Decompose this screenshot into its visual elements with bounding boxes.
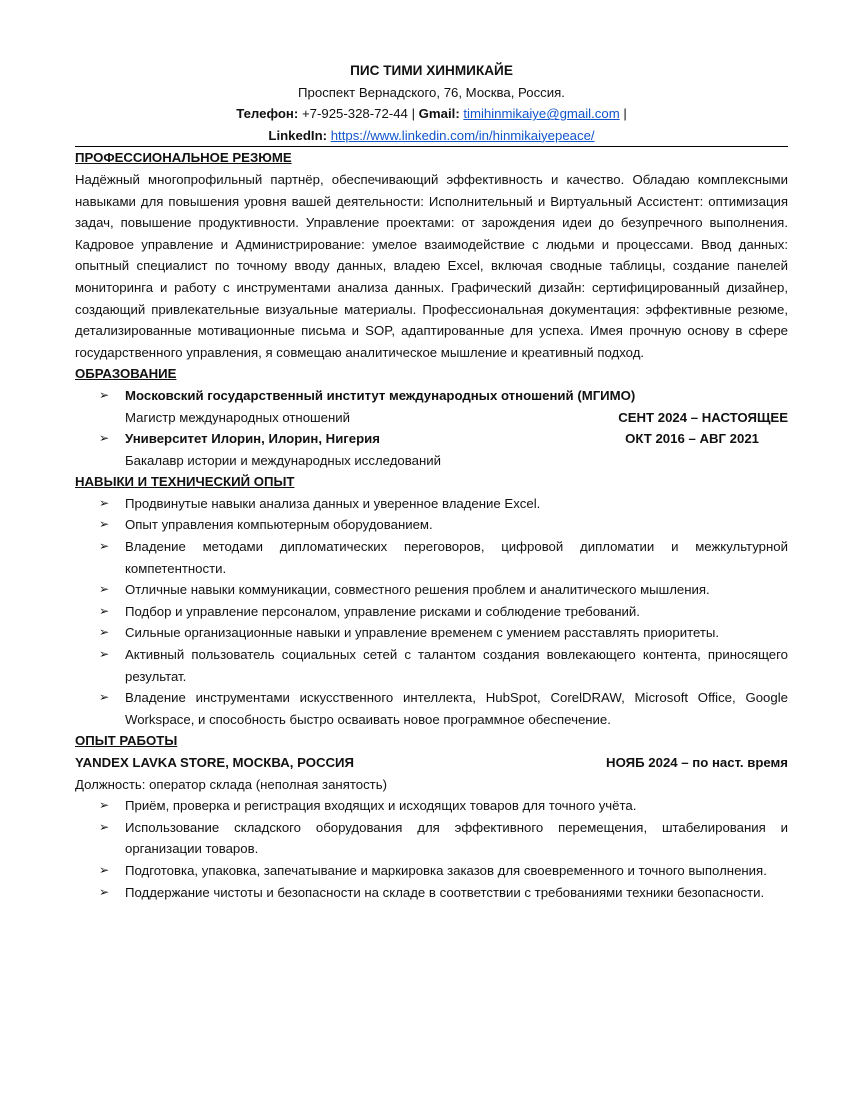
duty-text: Использование складского оборудования для эффективного перемещения, штабелирования и организации товаров.: [125, 819, 788, 857]
skill-text: Владение инструментами искусственного интеллекта, HubSpot, CorelDRAW, Microsoft Office, Google Workspace, и способность быстро осваивать новое программное обеспечение.: [125, 690, 788, 727]
list-item: [75, 493, 788, 515]
education-dates: ОКТ 2016 – АВГ 2021: [625, 431, 759, 447]
list-item: [75, 687, 788, 730]
arrow-bullet-icon: ➢: [99, 517, 110, 532]
phone-label: Телефон:: [236, 106, 299, 122]
education-heading: ОБРАЗОВАНИЕ: [75, 366, 177, 382]
list-item: [75, 601, 788, 623]
skill-text: Активный пользователь социальных сетей с талантом создания вовлекающего контента, приносящего результат.: [125, 647, 788, 684]
duty-text: Подготовка, упаковка, запечатывание и маркировка заказов для своевременного и точного выполнения.: [125, 862, 767, 878]
degree-dates: СЕНТ 2024 – НАСТОЯЩЕЕ: [618, 409, 788, 425]
arrow-bullet-icon: ➢: [99, 495, 110, 510]
skills-heading: НАВЫКИ И ТЕХНИЧЕСКИЙ ОПЫТ: [75, 474, 295, 490]
duty-text: Приём, проверка и регистрация входящих и исходящих товаров для точного учёта.: [125, 798, 637, 814]
list-item: [75, 860, 788, 882]
list-item: [75, 514, 788, 536]
job-dates: НОЯБ 2024 – по наст. время: [606, 755, 788, 770]
linkedin-label: LinkedIn:: [268, 127, 328, 143]
education-item: [75, 385, 788, 407]
skills-list: [75, 493, 788, 731]
degree: Бакалавр истории и международных исследований: [125, 452, 441, 468]
gmail-link[interactable]: timihinmikaiye@gmail.com: [463, 106, 620, 122]
job-header: [75, 752, 788, 774]
list-item: [75, 536, 788, 579]
arrow-bullet-icon: ➢: [99, 798, 110, 813]
company-name: YANDEX LAVKA STORE, МОСКВА, РОССИЯ: [75, 755, 354, 770]
arrow-bullet-icon: ➢: [99, 603, 110, 618]
experience-heading: ОПЫТ РАБОТЫ: [75, 733, 178, 749]
resume-page: [75, 60, 788, 903]
contact-line: [75, 103, 788, 125]
gmail-label: Gmail:: [418, 106, 460, 122]
institution-name: Университет Илорин, Илорин, Нигерия: [125, 431, 380, 447]
list-item: [75, 579, 788, 601]
linkedin-link[interactable]: https://www.linkedin.com/in/hinmikaiyepeace/: [330, 127, 595, 143]
arrow-bullet-icon: ➢: [99, 539, 110, 554]
skill-text: Опыт управления компьютерным оборудованием.: [125, 517, 433, 533]
arrow-bullet-icon: ➢: [99, 431, 110, 446]
list-item: [75, 817, 788, 860]
arrow-bullet-icon: ➢: [99, 819, 110, 834]
candidate-name: ПИС ТИМИ ХИНМИКАЙЕ: [350, 63, 513, 78]
institution-name: Московский государственный институт международных отношений (МГИМО): [125, 387, 636, 403]
education-degree-row: [75, 450, 788, 472]
list-item: [75, 795, 788, 817]
education-item: [75, 428, 788, 450]
duties-list: [75, 795, 788, 903]
arrow-bullet-icon: ➢: [99, 647, 110, 662]
duty-text: Поддержание чистоты и безопасности на складе в соответствии с требованиями техники безопасности.: [125, 884, 765, 900]
list-item: [75, 644, 788, 687]
education-degree-row: [75, 407, 788, 429]
separator: |: [623, 106, 627, 122]
skill-text: Отличные навыки коммуникации, совместного решения проблем и аналитического мышления.: [125, 582, 710, 598]
linkedin-line: [75, 125, 788, 148]
skill-text: Продвинутые навыки анализа данных и уверенное владение Excel.: [125, 495, 541, 511]
job-position: Должность: оператор склада (неполная занятость): [75, 776, 387, 792]
separator: |: [411, 106, 415, 122]
list-item: [75, 622, 788, 644]
skill-text: Сильные организационные навыки и управление временем с умением расставлять приоритеты.: [125, 625, 720, 641]
list-item: [75, 882, 788, 904]
summary-heading: ПРОФЕССИОНАЛЬНОЕ РЕЗЮМЕ: [75, 150, 292, 166]
arrow-bullet-icon: ➢: [99, 582, 110, 597]
skill-text: Владение методами дипломатических переговоров, цифровой дипломатии и межкультурной компетентности.: [125, 539, 788, 576]
arrow-bullet-icon: ➢: [99, 884, 110, 899]
address: Проспект Вернадского, 76, Москва, Россия.: [298, 84, 565, 100]
phone-number: +7-925-328-72-44: [301, 106, 408, 122]
skill-text: Подбор и управление персоналом, управление рисками и соблюдение требований.: [125, 603, 640, 619]
degree: Магистр международных отношений: [125, 409, 350, 425]
summary-text: Надёжный многопрофильный партнёр, обеспечивающий эффективность и качество. Обладаю комплексными навыками для повышения уровня вашей деятельности: Исполнительный и Виртуальный Ассистент: оптимизация задач, повышение продуктивности. Управление проектами: от зарождения идеи до безупречного выполнения. Кадровое управление и Администрирование: умелое взаимодействие с людьми и процессами. Ввод данных: опытный специалист по точному вводу данных, владею Excel, включая сводные таблицы, создание панелей мониторинга и работу с инструментами анализа данных. Графический дизайн: сертифицированный дизайнер, создающий привлекательные визуальные материалы. Профессиональная документация: эффективные резюме, детализированные мотивационные письма и SOP, адаптированные для успеха. Имея прочную основу в сфере государственного управления, я совмещаю аналитическое мышление и креативный подход.: [75, 171, 788, 360]
arrow-bullet-icon: ➢: [99, 387, 110, 402]
arrow-bullet-icon: ➢: [99, 690, 110, 705]
arrow-bullet-icon: ➢: [99, 862, 110, 877]
arrow-bullet-icon: ➢: [99, 625, 110, 640]
